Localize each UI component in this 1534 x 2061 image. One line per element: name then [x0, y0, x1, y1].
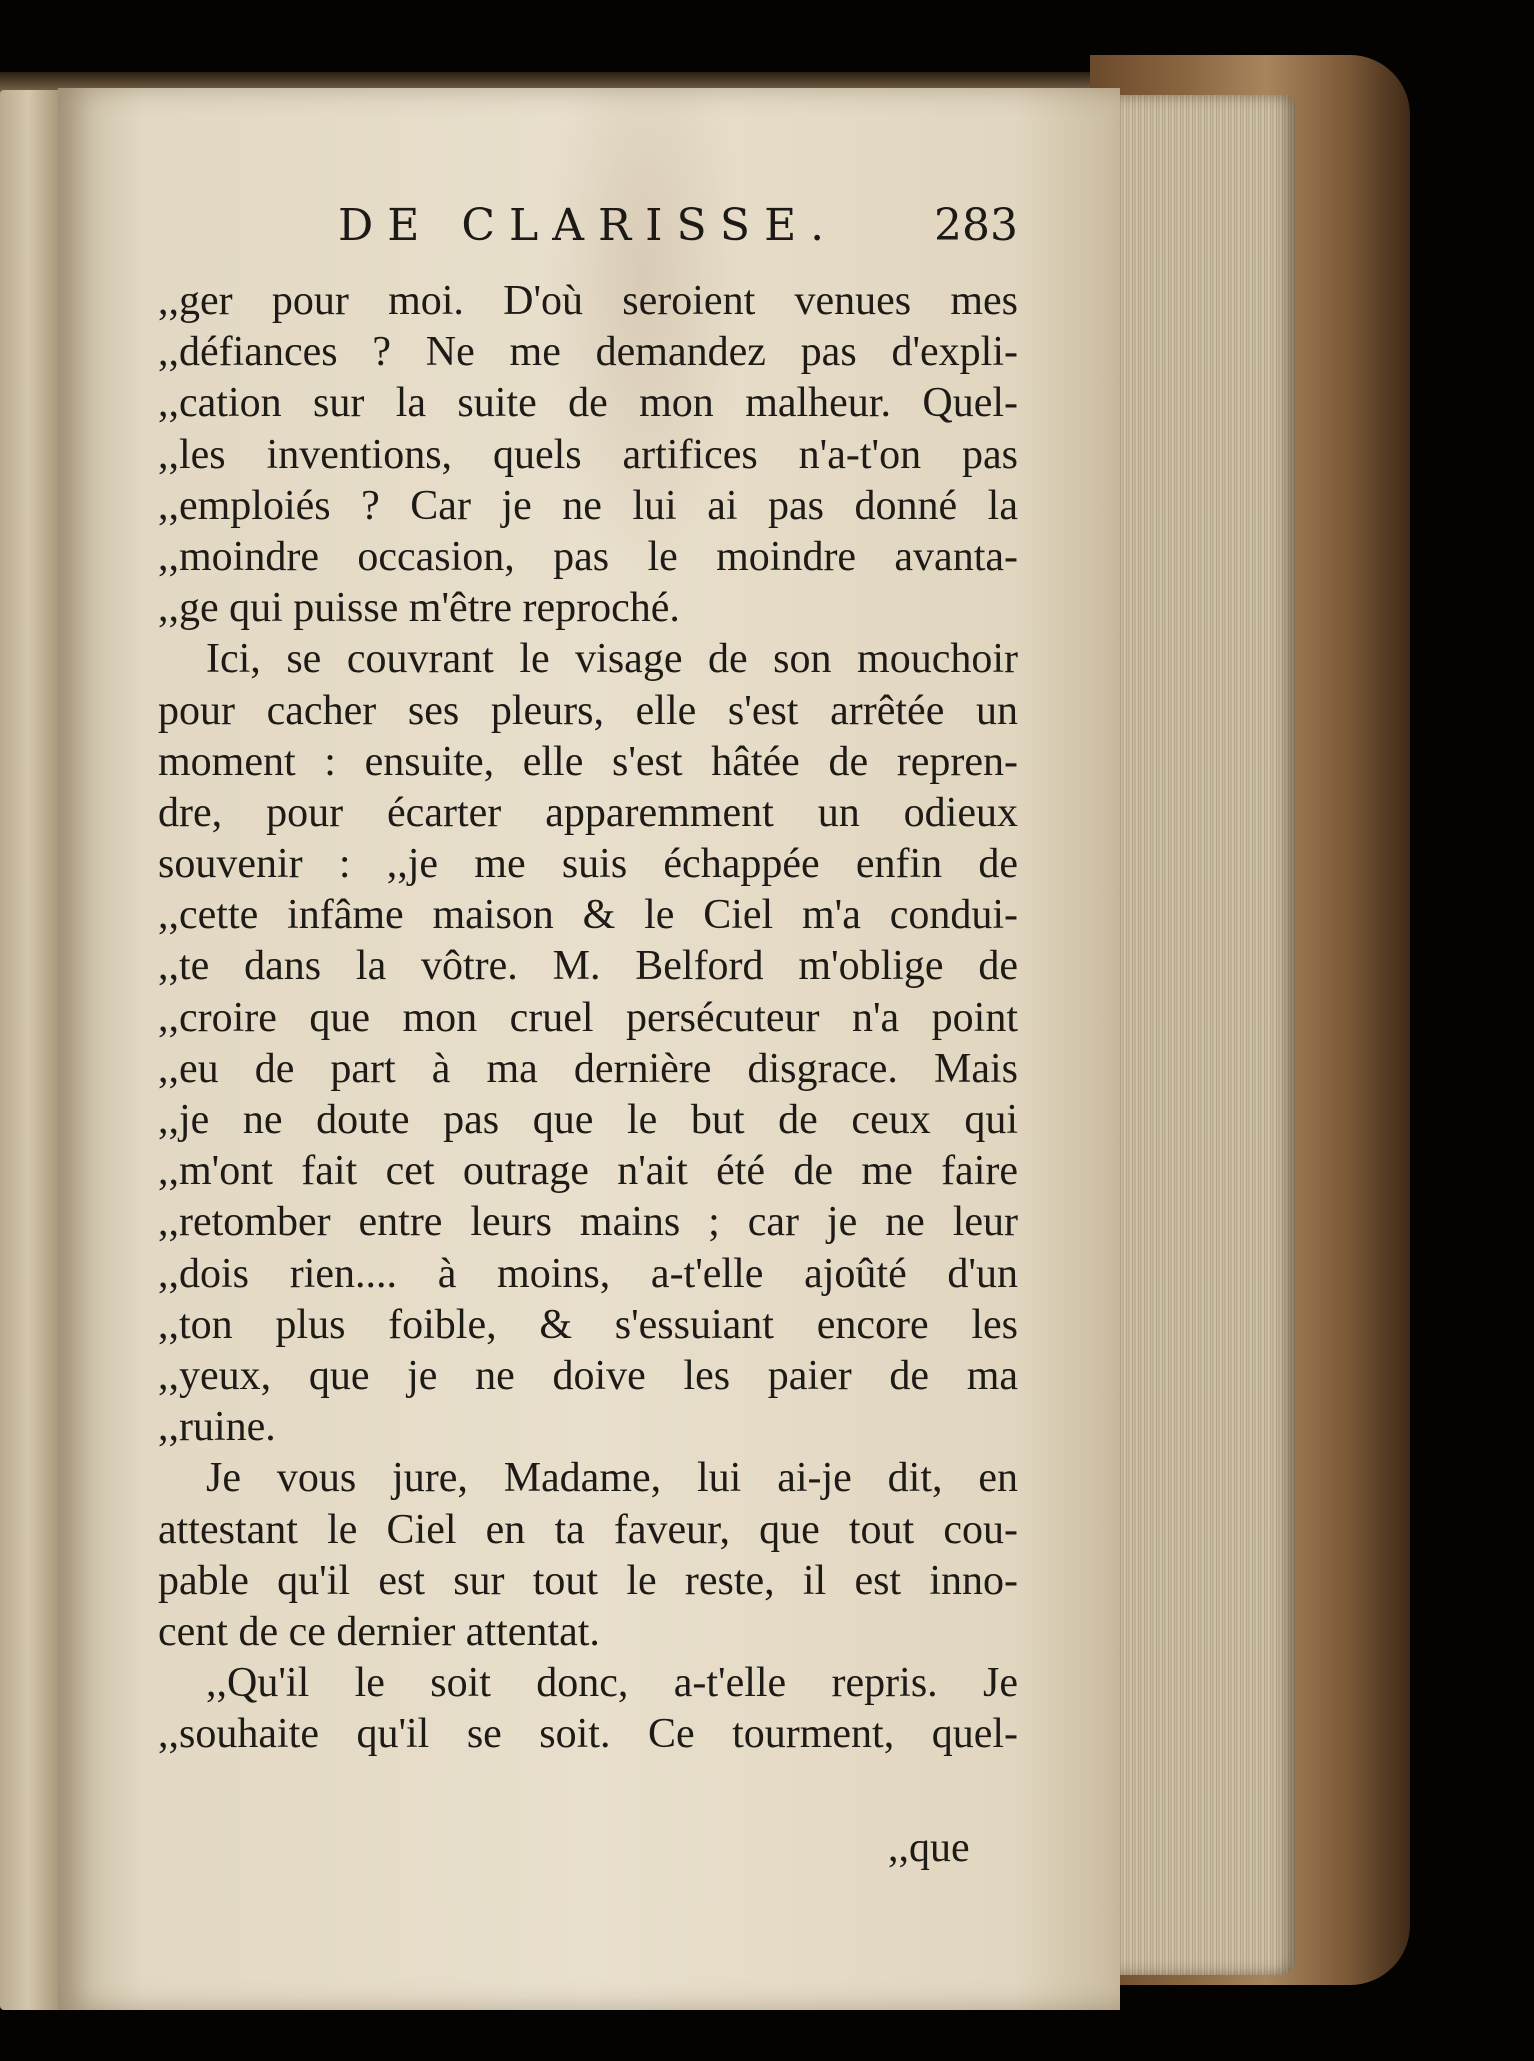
book-page	[58, 88, 1120, 2010]
text-line: moment : ensuite, elle s'est hâtée de repren-	[158, 738, 1018, 785]
page-edges-stack	[1115, 95, 1295, 1975]
text-line: ,,moindre occasion, pas le moindre avanta-	[158, 533, 1018, 580]
text-line: ,,cette infâme maison & le Ciel m'a condui-	[158, 892, 1018, 939]
text-line: ,,dois rien.... à moins, a-t'elle ajoûté d'un	[158, 1250, 1018, 1297]
text-line: ,,cation sur la suite de mon malheur. Quel-	[158, 380, 1018, 427]
text-line: ,,m'ont fait cet outrage n'ait été de me faire	[158, 1148, 1018, 1195]
text-line: dre, pour écarter apparemment un odieux	[158, 789, 1018, 836]
text-line: ,,ge qui puisse m'être reproché.	[158, 585, 680, 632]
text-line: Ici, se couvrant le visage de son mouchoir	[206, 636, 1018, 683]
text-line: pour cacher ses pleurs, elle s'est arrêtée un	[158, 687, 1018, 734]
text-line: ,,croire que mon cruel persécuteur n'a point	[158, 994, 1018, 1041]
catchword: ,,que	[888, 1825, 970, 1871]
text-line: ,,je ne doute pas que le but de ceux qui	[158, 1097, 1018, 1143]
page-number: 283	[934, 200, 1018, 251]
text-line: attestant le Ciel en ta faveur, que tout cou-	[158, 1506, 1018, 1553]
running-head	[338, 200, 1038, 270]
running-title: DE CLARISSE.	[338, 200, 839, 251]
text-line: pable qu'il est sur tout le reste, il est inno-	[158, 1557, 1018, 1604]
text-line: ,,eu de part à ma dernière disgrace. Mais	[158, 1045, 1018, 1092]
text-line: ,,yeux, que je ne doive les paier de ma	[158, 1352, 1018, 1399]
text-line: Je vous jure, Madame, lui ai-je dit, en	[206, 1455, 1018, 1502]
text-line: cent de ce dernier attentat.	[158, 1608, 600, 1655]
body-text	[158, 276, 1018, 1760]
text-line: ,,te dans la vôtre. M. Belford m'oblige de	[158, 943, 1018, 990]
text-line: ,,Qu'il le soit donc, a-t'elle repris. Je	[206, 1660, 1018, 1707]
text-line: ,,ruine.	[158, 1404, 276, 1451]
text-line: ,,ger pour moi. D'où seroient venues mes	[158, 278, 1018, 324]
text-line: ,,souhaite qu'il se soit. Ce tourment, quel-	[158, 1711, 1018, 1758]
text-line: ,,défiances ? Ne me demandez pas d'expli-	[158, 329, 1018, 376]
text-line: ,,emploiés ? Car je ne lui ai pas donné la	[158, 482, 1018, 529]
text-line: souvenir : ,,je me suis échappée enfin de	[158, 841, 1018, 888]
text-line: ,,retomber entre leurs mains ; car je ne leur	[158, 1199, 1018, 1246]
text-line: ,,les inventions, quels artifices n'a-t'on pas	[158, 431, 1018, 478]
text-line: ,,ton plus foible, & s'essuiant encore les	[158, 1301, 1018, 1348]
